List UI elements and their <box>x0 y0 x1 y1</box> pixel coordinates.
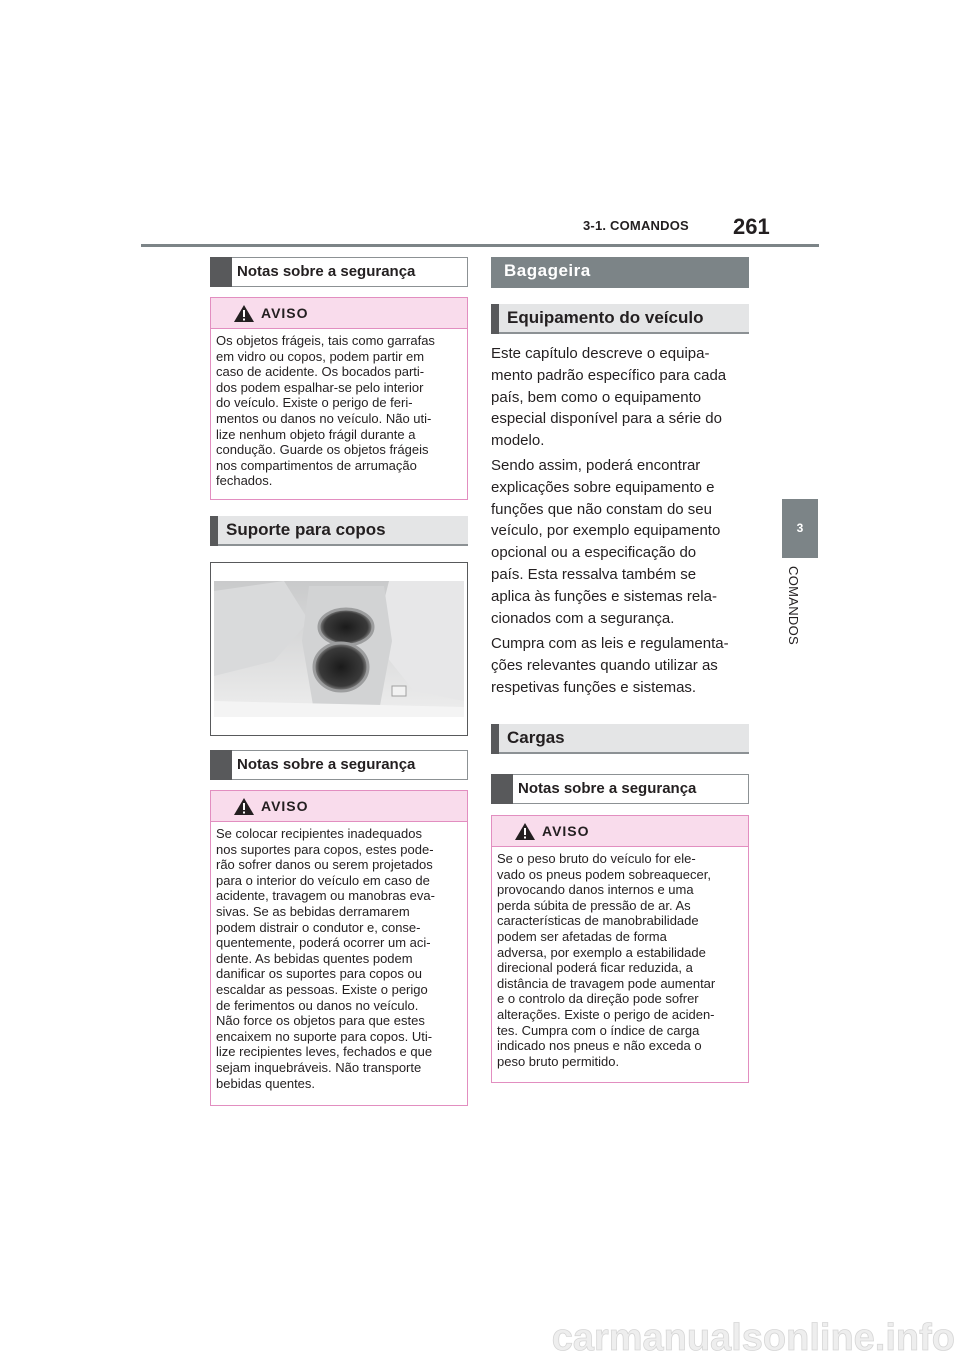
watermark-text: carmanualsonline.info <box>551 1317 955 1358</box>
page-number: 261 <box>733 214 770 239</box>
safety-notes-heading-text: Notas sobre a segurança <box>518 780 697 797</box>
safety-notes-heading-text: Notas sobre a segurança <box>237 756 416 773</box>
section-heading-text: Equipamento do veículo <box>507 308 704 327</box>
chapter-heading-text: Bagageira <box>504 261 591 280</box>
chapter-tab-label: COMANDOS <box>786 566 801 645</box>
section-heading-text: Cargas <box>507 728 565 747</box>
warning-text: Se colocar recipientes inadequados nos suportes para copos, estes pode- rão sofrer danos ou serem projetados para o interior do veículo em caso de acidente, travagem ou manobras eva- sivas. Se as bebidas derramarem podem distrair o condutor e, conse- quentemente, poderá ocorrer um aci- dente. As bebidas quentes podem danificar os suportes para copos ou escaldar as pessoas. Existe o perigo de ferimentos ou danos no veículo. Não force os objetos para que estes encaixem no suporte para copos. Uti- lize recipientes leves, fechados e que sejam inquebráveis. Não transporte bebidas quentes. <box>216 826 435 1091</box>
warning-text: Os objetos frágeis, tais como garrafas em vidro ou copos, podem partir em caso de acidente. Os bocados parti- dos podem espalhar-se pelo interior do veículo. Existe o perigo de feri- mentos ou danos no veículo. Não uti- lize nenhum objeto frágil durante a condução. Guarde os objetos frágeis nos compartimentos de arrumação fechados. <box>216 333 435 489</box>
section-heading-text: Suporte para copos <box>226 520 386 539</box>
body-paragraph: Cumpra com as leis e regulamenta- ções relevantes quando utilizar as respetivas funções e sistemas. <box>491 635 729 696</box>
warning-label: AVISO <box>542 823 590 839</box>
body-paragraph: Este capítulo descreve o equipa- mento padrão específico para cada país, bem como o equipamento especial disponível para a série do modelo. <box>491 345 727 450</box>
safety-notes-heading-text: Notas sobre a segurança <box>237 263 416 280</box>
running-header-section: 3-1. COMANDOS <box>583 218 689 233</box>
chapter-tab-number: 3 <box>782 499 818 558</box>
warning-text: Se o peso bruto do veículo for ele- vado os pneus podem sobreaquecer, provocando danos internos e uma perda súbita de pressão de ar. As características de manobrabilidade podem ser afetadas de forma adversa, por exemplo a estabilidade direcional poderá ficar reduzida, a distância de travagem pode aumentar e o controlo da direção pode sofrer alterações. Existe o perigo de aciden- tes. Cumpra com o índice de carga indicado nos pneus e não exceda o peso bruto permitido. <box>497 851 716 1069</box>
warning-label: AVISO <box>261 798 309 814</box>
warning-label: AVISO <box>261 305 309 321</box>
body-paragraph: Sendo assim, poderá encontrar explicações sobre equipamento e funções que não constam do seu veículo, por exemplo equipamento opcional ou a especificação do país. Esta ressalva também se aplica às funções e sistemas rela- cionados com a segurança. <box>491 457 721 627</box>
